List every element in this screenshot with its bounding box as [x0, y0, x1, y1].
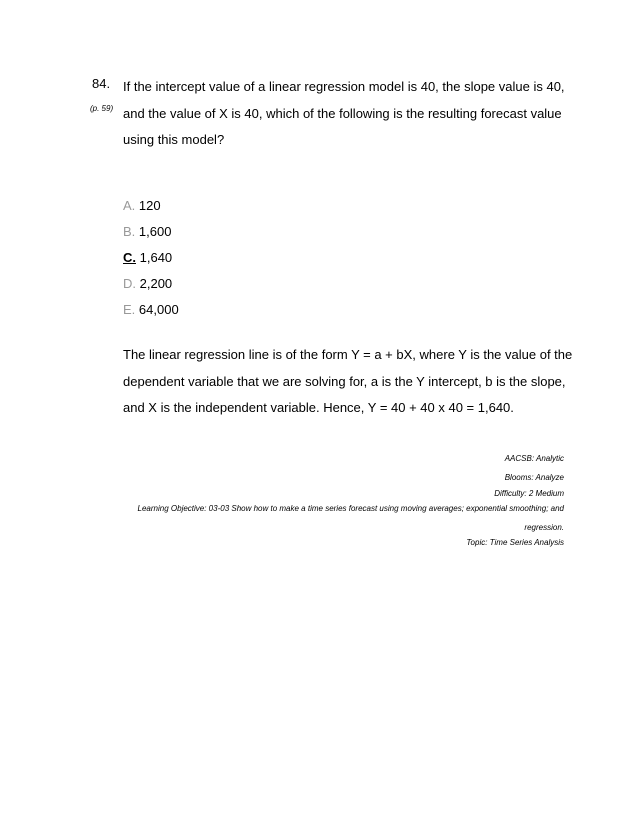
question-stem: If the intercept value of a linear regression model is 40, the slope value is 40, and the value of X is 40, which of the following is the resulting forecast value using this model?	[123, 79, 565, 147]
choice-letter: A.	[123, 198, 136, 213]
aacsb-tag: AACSB: Analytic	[504, 454, 564, 463]
choice-text: 2,200	[139, 276, 173, 291]
choice-text: 1,600	[138, 224, 172, 239]
choice-letter: D.	[123, 276, 136, 291]
explanation-text: The linear regression line is of the form Y = a + bX, where Y is the value of the dependent variable that we are solving for, a is the Y intercept, b is the slope, and X is the independent variable. Hence, Y = 40 + 40 x 40 = 1,640.	[123, 347, 573, 415]
choice-letter: C.	[123, 250, 136, 265]
choice-c-correct	[123, 248, 179, 274]
blooms-tag: Blooms: Analyze	[504, 473, 564, 482]
topic-tag: Topic: Time Series Analysis	[466, 538, 564, 547]
question-number: 84.	[92, 76, 111, 91]
learning-objective: Learning Objective: 03-03 Show how to make a time series forecast using moving averages; exponential smoothing; and regression.	[137, 504, 564, 532]
difficulty-tag: Difficulty: 2 Medium	[494, 489, 564, 498]
page-reference: (p. 59)	[90, 104, 114, 113]
choice-text: 64,000	[138, 302, 179, 317]
choice-e	[123, 300, 179, 326]
choice-text: 120	[138, 198, 161, 213]
choice-text: 1,640	[139, 250, 173, 265]
answer-choices	[123, 196, 179, 326]
choice-b	[123, 222, 179, 248]
choice-a	[123, 196, 179, 222]
choice-letter: B.	[123, 224, 136, 239]
choice-d	[123, 274, 179, 300]
choice-letter: E.	[123, 302, 136, 317]
